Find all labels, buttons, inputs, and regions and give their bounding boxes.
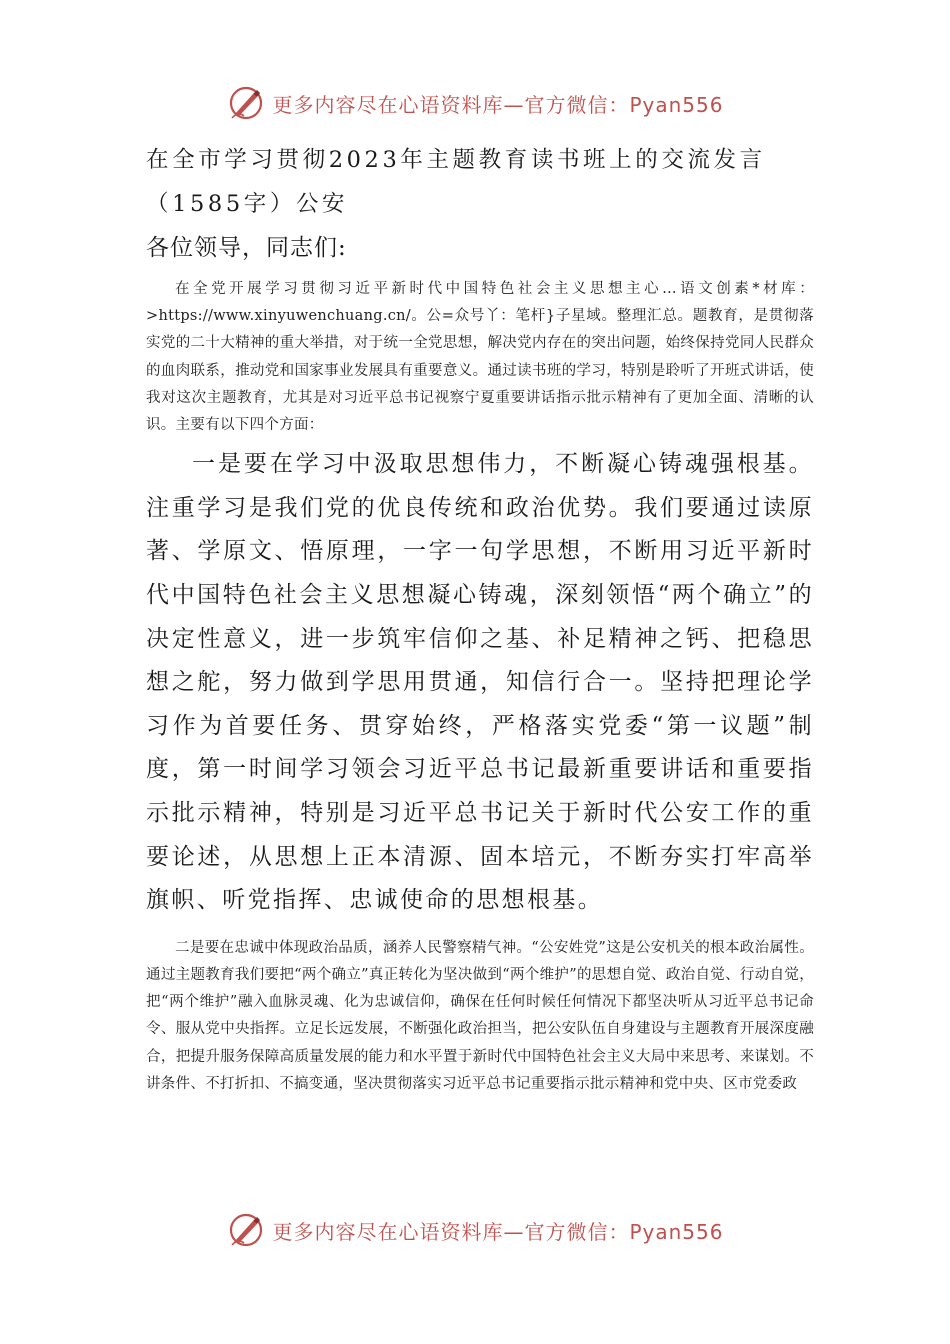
document-title: 在全市学习贯彻2023年主题教育读书班上的交流发言（1585字）公安 xyxy=(146,147,766,217)
banner-text: 更多内容尽在心语资料库—官方微信：Pyan556 xyxy=(272,92,724,117)
paragraph-point-one: 一是要在学习中汲取思想伟力，不断凝心铸魂强根基。注重学习是我们党的优良传统和政治优势。我们要通过读原著、学原文、悟原理，一字一句学思想，不断用习近平新时代中国特色社会主义思想凝心铸魂，深刻领悟“两个确立”的决定性意义，进一步筑牢信仰之基、补足精神之钙、把稳思想之舵，努力做到学思用贯通，知信行合一。坚持把理论学习作为首要任务、贯穿始终，严格落实党委“第一议题”制度，第一时间学习领会习近平总书记最新重要讲话和重要指示批示精神，特别是习近平总书记关于新时代公安工作的重要论述，从思想上正本清源、固本培元，不断夯实打牢高举旗帜、听党指挥、忠诚使命的思想根基。 xyxy=(146,451,814,914)
document-body xyxy=(146,138,814,1098)
paragraph-intro: 在全党开展学习贯彻习近平新时代中国特色社会主义思想主心…语文创素*材库：>https://www.xinyuwenchuang.cn/。公=众号丫：笔杆}子星域。整理汇总。题教育，是贯彻落实党的二十大精神的重大举措，对于统一全党思想，解决党内存在的突出问题，始终保持党同人民群众的血肉联系，推动党和国家事业发展具有重要意义。通过读书班的学习，特别是聆听了开班式讲话，使我对这次主题教育，尤其是对习近平总书记视察宁夏重要讲话指示批示精神有了更加全面、清晰的认识。主要有以下四个方面： xyxy=(146,281,814,434)
pen-logo-icon xyxy=(226,83,266,123)
banner-text: 更多内容尽在心语资料库—官方微信：Pyan556 xyxy=(272,1219,724,1244)
pen-logo-icon xyxy=(226,1210,266,1250)
header-banner xyxy=(0,78,950,128)
paragraph-point-two: 二是要在忠诚中体现政治品质，涵养人民警察精气神。“公安姓党”这是公安机关的根本政治属性。通过主题教育我们要把“两个确立”真正转化为坚决做到“两个维护”的思想自觉、政治自觉、行动自觉，把“两个维护”融入血脉灵魂、化为忠诚信仰，确保在任何时候任何情况下都坚决听从习近平总书记命令、服从党中央指挥。立足长远发展，不断强化政治担当，把公安队伍自身建设与主题教育开展深度融合，把提升服务保障高质量发展的能力和水平置于新时代中国特色社会主义大局中来思考、来谋划。不讲条件、不打折扣、不搞变通，坚决贯彻落实习近平总书记重要指示批示精神和党中央、区市党委政 xyxy=(146,939,814,1092)
footer-banner xyxy=(0,1205,950,1255)
greeting: 各位领导，同志们: xyxy=(146,235,347,261)
